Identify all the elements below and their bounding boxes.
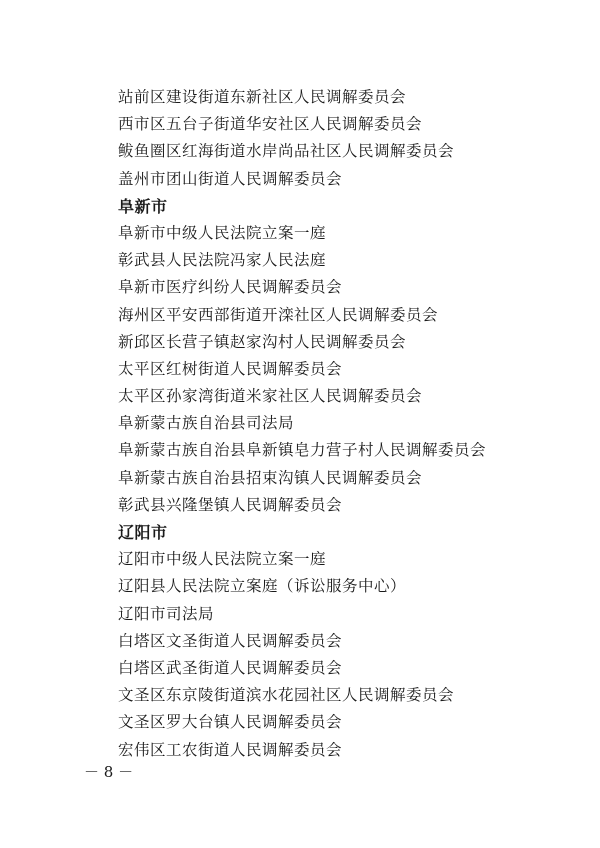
list-item: 鲅鱼圈区红海街道水岸尚品社区人民调解委员会 <box>118 142 455 161</box>
list-item: 阜新蒙古族自治县阜新镇皂力营子村人民调解委员会 <box>118 441 487 460</box>
city-heading: 阜新市 <box>118 196 168 216</box>
list-item: 阜新蒙古族自治县司法局 <box>118 414 295 433</box>
city-heading: 辽阳市 <box>118 523 168 542</box>
list-item: 太平区红树街道人民调解委员会 <box>118 359 343 378</box>
list-item: 辽阳市中级人民法院立案一庭 <box>118 550 327 569</box>
list-item: 阜新市医疗纠纷人民调解委员会 <box>118 278 343 297</box>
list-item: 太平区孙家湾街道米家社区人民调解委员会 <box>118 387 423 406</box>
list-item: 白塔区文圣街道人民调解委员会 <box>118 631 343 650</box>
list-item: 海州区平安西部街道开滦社区人民调解委员会 <box>118 305 439 324</box>
list-item: 新邱区长营子镇赵家沟村人民调解委员会 <box>118 332 407 351</box>
list-item: 彰武县人民法院冯家人民法庭 <box>118 251 327 270</box>
list-item: 文圣区东京陵街道滨水花园社区人民调解委员会 <box>118 686 455 705</box>
list-item: 阜新市中级人民法院立案一庭 <box>118 223 327 242</box>
list-item: 站前区建设街道东新社区人民调解委员会 <box>118 88 407 106</box>
list-item: 辽阳市司法局 <box>118 604 215 623</box>
list-item: 盖州市团山街道人民调解委员会 <box>118 169 343 188</box>
list-item: 彰武县兴隆堡镇人民调解委员会 <box>118 495 343 514</box>
list-item: 西市区五台子街道华安社区人民调解委员会 <box>118 115 423 134</box>
list-item: 阜新蒙古族自治县招束沟镇人民调解委员会 <box>118 468 423 487</box>
page-number: － 8 － <box>84 763 134 781</box>
list-item: 宏伟区工农街道人民调解委员会 <box>118 740 343 759</box>
list-item: 辽阳县人民法院立案庭（诉讼服务中心） <box>118 577 407 596</box>
list-item: 白塔区武圣街道人民调解委员会 <box>118 658 343 677</box>
organization-list <box>118 84 578 764</box>
list-item: 文圣区罗大台镇人民调解委员会 <box>118 713 343 732</box>
